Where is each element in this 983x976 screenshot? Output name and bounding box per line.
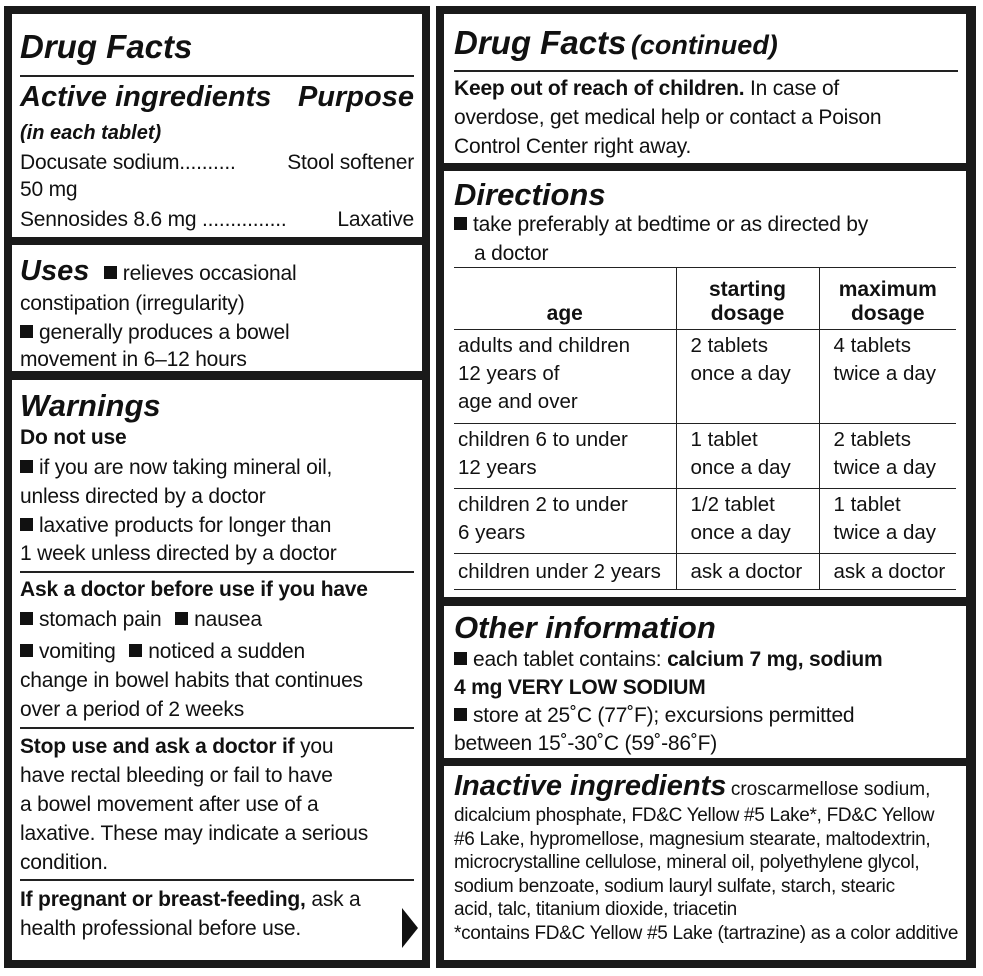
active-ingredients-panel bbox=[12, 14, 422, 237]
bullet-icon bbox=[454, 217, 467, 230]
uses-heading: Uses bbox=[20, 255, 90, 287]
warning-text: unless directed by a doctor bbox=[20, 485, 266, 508]
ingredient-row: Sennosides 8.6 mg ............... Laxative bbox=[20, 208, 414, 231]
warning-text: health professional before use. bbox=[20, 917, 301, 940]
directions-panel bbox=[444, 171, 966, 597]
directions-text: a doctor bbox=[474, 242, 549, 265]
other-info-item: store at 25˚C (77˚F); excursions permitted bbox=[454, 702, 854, 729]
column-header: starting dosage bbox=[676, 268, 819, 330]
drug-facts-title: Drug Facts bbox=[20, 28, 193, 65]
ask-doctor-heading: Ask a doctor before use if you have bbox=[20, 578, 368, 601]
do-not-use-heading: Do not use bbox=[20, 426, 127, 449]
table-cell: children under 2 years bbox=[454, 554, 676, 590]
bullet-icon bbox=[20, 612, 33, 625]
table-cell: ask a doctor bbox=[819, 554, 956, 590]
table-cell: 2 tablets twice a day bbox=[819, 424, 956, 489]
table-header-row bbox=[454, 268, 956, 330]
table-row bbox=[454, 554, 956, 590]
warning-text: laxative. These may indicate a serious bbox=[20, 822, 369, 845]
directions-item: take preferably at bedtime or as directed by bbox=[454, 211, 868, 238]
other-information-panel bbox=[444, 606, 966, 758]
table-cell: 1 tablet once a day bbox=[676, 424, 819, 489]
inactive-ingredients-heading: Inactive ingredients bbox=[454, 770, 727, 802]
warning-text: over a period of 2 weeks bbox=[20, 698, 244, 721]
stop-use-text: Stop use and ask a doctor if you bbox=[20, 735, 334, 758]
directions-heading: Directions bbox=[454, 177, 606, 212]
table-cell: adults and children 12 years of age and over bbox=[454, 330, 676, 424]
table-row bbox=[454, 330, 956, 424]
bullet-icon bbox=[20, 644, 33, 657]
color-additive-note: *contains FD&C Yellow #5 Lake (tartrazine) as a color additive bbox=[454, 922, 959, 944]
bullet-icon bbox=[20, 325, 33, 338]
dosage-table bbox=[454, 267, 956, 590]
inactive-ingredients-panel bbox=[444, 766, 966, 960]
warning-text: have rectal bleeding or fail to have bbox=[20, 764, 333, 787]
table-cell: children 6 to under 12 years bbox=[454, 424, 676, 489]
warning-item: if you are now taking mineral oil, bbox=[20, 454, 332, 481]
uses-text: movement in 6–12 hours bbox=[20, 348, 247, 371]
keep-out-text: Control Center right away. bbox=[454, 135, 692, 158]
section-divider bbox=[20, 879, 414, 881]
table-cell: 2 tablets once a day bbox=[676, 330, 819, 424]
warning-text: change in bowel habits that continues bbox=[20, 669, 363, 692]
title-divider bbox=[454, 70, 958, 72]
bullet-icon bbox=[20, 460, 33, 473]
uses-panel: Uses relieves occasional constipation (irregularity) generally produces a bowel movement in 6–12 hours bbox=[12, 245, 422, 371]
warning-item: laxative products for longer than bbox=[20, 512, 331, 539]
uses-text: constipation (irregularity) bbox=[20, 292, 245, 315]
table-cell: 1/2 tablet once a day bbox=[676, 489, 819, 554]
keep-out-text: overdose, get medical help or contact a Poison bbox=[454, 106, 882, 129]
other-information-heading: Other information bbox=[454, 610, 716, 645]
keep-out-panel bbox=[444, 14, 966, 163]
keep-out-text: Keep out of reach of children. In case of bbox=[454, 77, 840, 100]
inactive-list: dicalcium phosphate, FD&C Yellow #5 Lake*, FD&C Yellow #6 Lake, hypromellose, magnesium stearate, maltodextrin, microcrystalline cellulose, mineral oil, polyethylene glycol, sodium benzoate, sodium lauryl sulfate, starch, stearic acid, talc, titanium dioxide, triacetin *contains FD&C Yellow #5 Lake (tartrazine) as a color additive bbox=[454, 805, 959, 944]
right-column bbox=[436, 6, 976, 968]
warning-text: condition. bbox=[20, 851, 108, 874]
other-info-text: between 15˚-30˚C (59˚-86˚F) bbox=[454, 732, 718, 755]
bullet-icon bbox=[175, 612, 188, 625]
column-header: maximum dosage bbox=[819, 268, 956, 330]
other-info-item: each tablet contains: calcium 7 mg, sodium bbox=[454, 646, 882, 673]
bullet-icon bbox=[129, 644, 142, 657]
bullet-icon bbox=[104, 266, 117, 279]
pregnancy-text: If pregnant or breast-feeding, ask a bbox=[20, 888, 361, 911]
section-divider bbox=[20, 571, 414, 573]
warning-text: a bowel movement after use of a bbox=[20, 793, 319, 816]
table-cell: 1 tablet twice a day bbox=[819, 489, 956, 554]
section-divider bbox=[20, 727, 414, 729]
left-column bbox=[4, 6, 430, 968]
bullet-icon bbox=[20, 518, 33, 531]
inactive-first-line: Inactive ingredients croscarmellose sodium, bbox=[454, 770, 931, 802]
uses-item: generally produces a bowel bbox=[20, 319, 289, 346]
column-header: age bbox=[454, 268, 676, 330]
continue-arrow-icon bbox=[402, 908, 418, 948]
active-ingredients-heading: Active ingredients bbox=[20, 81, 272, 113]
purpose-heading: Purpose bbox=[297, 81, 414, 113]
dosage-table-wrap bbox=[454, 267, 956, 590]
table-row bbox=[454, 424, 956, 489]
ask-doctor-items: stomach pain nausea bbox=[20, 606, 262, 633]
table-cell: 4 tablets twice a day bbox=[819, 330, 956, 424]
table-row bbox=[454, 489, 956, 554]
bullet-icon bbox=[454, 652, 467, 665]
table-cell: ask a doctor bbox=[676, 554, 819, 590]
warning-text: 1 week unless directed by a doctor bbox=[20, 542, 337, 565]
ingredient-row: Docusate sodium.......... Stool softener bbox=[20, 151, 414, 174]
table-cell: children 2 to under 6 years bbox=[454, 489, 676, 554]
continued-title: Drug Facts (continued) bbox=[454, 24, 778, 61]
warnings-heading: Warnings bbox=[20, 388, 161, 423]
ingredient-strength: 50 mg bbox=[20, 178, 78, 201]
other-info-text: 4 mg VERY LOW SODIUM bbox=[454, 676, 706, 699]
ask-doctor-items: vomiting noticed a sudden bbox=[20, 638, 305, 665]
bullet-icon bbox=[454, 708, 467, 721]
warnings-panel bbox=[12, 380, 422, 960]
title-divider bbox=[20, 75, 414, 77]
per-tablet-note: (in each tablet) bbox=[20, 122, 162, 144]
